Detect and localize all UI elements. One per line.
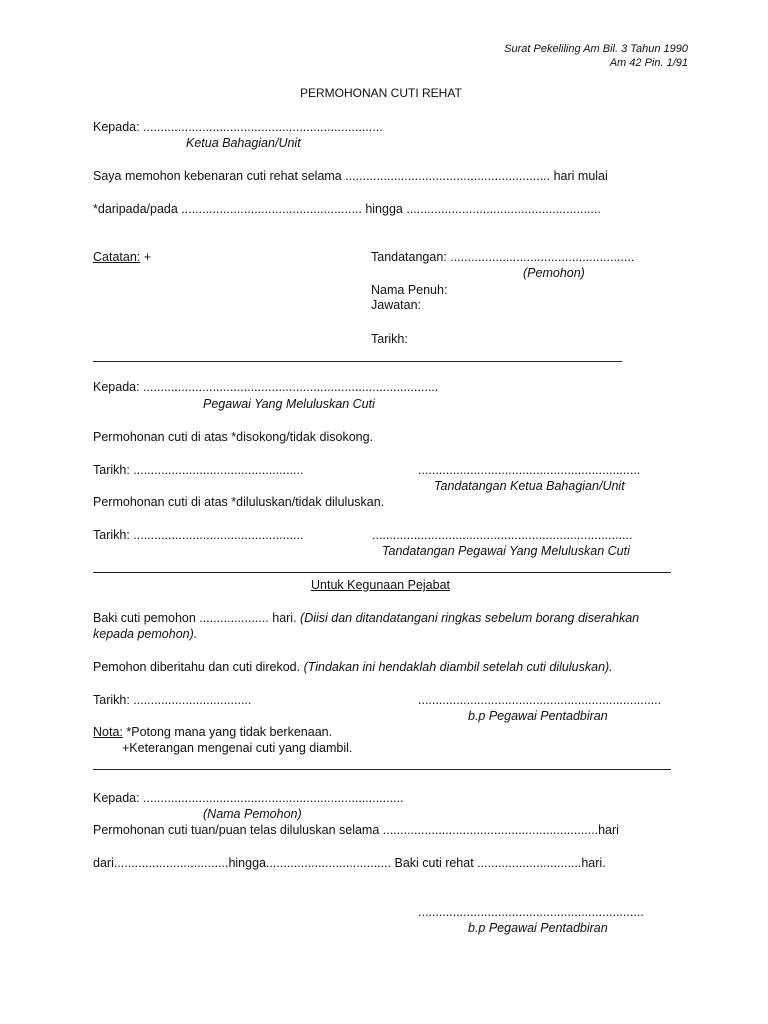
final-signature-label: b.p Pegawai Pentadbiran — [468, 921, 608, 935]
notified-note: (Tindakan ini hendaklah diambil setelah cuti diluluskan). — [303, 660, 613, 674]
request-line-2: *daripada/pada .................................................... hingga ........................................................ — [93, 202, 601, 216]
balance-line — [93, 611, 639, 626]
nota-row — [93, 725, 332, 740]
balance-text: Baki cuti pemohon .................... hari. — [93, 611, 301, 625]
approver-subtitle: Pegawai Yang Meluluskan Cuti — [203, 397, 375, 411]
applicant-subtitle: (Nama Pemohon) — [203, 807, 302, 821]
signature-dots-2: ........................................................................... — [372, 528, 633, 542]
final-signature-dots: ................................................................. — [418, 905, 644, 919]
request-line-1: Saya memohon kebenaran cuti rehat selama ........................................................... hari mulai — [93, 169, 608, 183]
office-use-title: Untuk Kegunaan Pejabat — [311, 578, 450, 592]
pemohon-label: (Pemohon) — [523, 266, 585, 280]
signature-field: Tandatangan: ..................................................... — [371, 250, 635, 264]
form-title: PERMOHONAN CUTI REHAT — [300, 86, 462, 100]
office-signature-dots: ...................................................................... — [418, 693, 662, 707]
catatan-row — [93, 250, 151, 265]
kepada-applicant-field: Kepada: ........................................................................... — [93, 791, 404, 805]
date-field-1: Tarikh: ................................................. — [93, 463, 304, 477]
position-label: Jawatan: — [371, 298, 422, 312]
notified-line — [93, 660, 613, 675]
full-name-label: Nama Penuh: — [371, 283, 448, 297]
divider-2 — [93, 572, 671, 573]
signature-label-1: Tandatangan Ketua Bahagian/Unit — [434, 479, 625, 493]
approved-line-2: dari.................................hingga.................................... Baki cuti rehat ..............................hari. — [93, 856, 606, 870]
balance-note: (Diisi dan ditandatangani ringkas sebelum borang diserahkan — [300, 611, 640, 625]
approval-line: Permohonan cuti di atas *diluluskan/tidak diluluskan. — [93, 495, 385, 509]
signature-dots-1: ................................................................ — [418, 463, 641, 477]
balance-note-cont: kepada pemohon). — [93, 627, 198, 641]
divider-1 — [93, 361, 622, 362]
kepada-subtitle: Ketua Bahagian/Unit — [186, 136, 301, 150]
notified-text: Pemohon diberitahu dan cuti direkod. — [93, 660, 304, 674]
support-line: Permohonan cuti di atas *disokong/tidak disokong. — [93, 430, 374, 444]
nota-line-1: *Potong mana yang tidak berkenaan. — [122, 725, 333, 739]
approved-line-1: Permohonan cuti tuan/puan telas diluluskan selama ..............................................................hari — [93, 823, 619, 837]
reference-line-2: Am 42 Pin. 1/91 — [609, 57, 688, 69]
date-field-2: Tarikh: ................................................. — [93, 528, 304, 542]
catatan-value: + — [140, 250, 152, 264]
kepada-approver-field: Kepada: ..................................................................................... — [93, 380, 439, 394]
nota-line-2: +Keterangan mengenai cuti yang diambil. — [122, 741, 353, 755]
office-date-field: Tarikh: .................................. — [93, 693, 252, 707]
catatan-label: Catatan: — [93, 250, 141, 264]
kepada-field: Kepada: ..................................................................... — [93, 120, 383, 134]
divider-3 — [93, 769, 671, 770]
nota-label: Nota: — [93, 725, 123, 739]
date-label: Tarikh: — [371, 332, 408, 346]
reference-line-1: Surat Pekeliling Am Bil. 3 Tahun 1990 — [504, 43, 688, 55]
office-signature-label: b.p Pegawai Pentadbiran — [468, 709, 608, 723]
signature-label-2: Tandatangan Pegawai Yang Meluluskan Cuti — [382, 544, 630, 558]
